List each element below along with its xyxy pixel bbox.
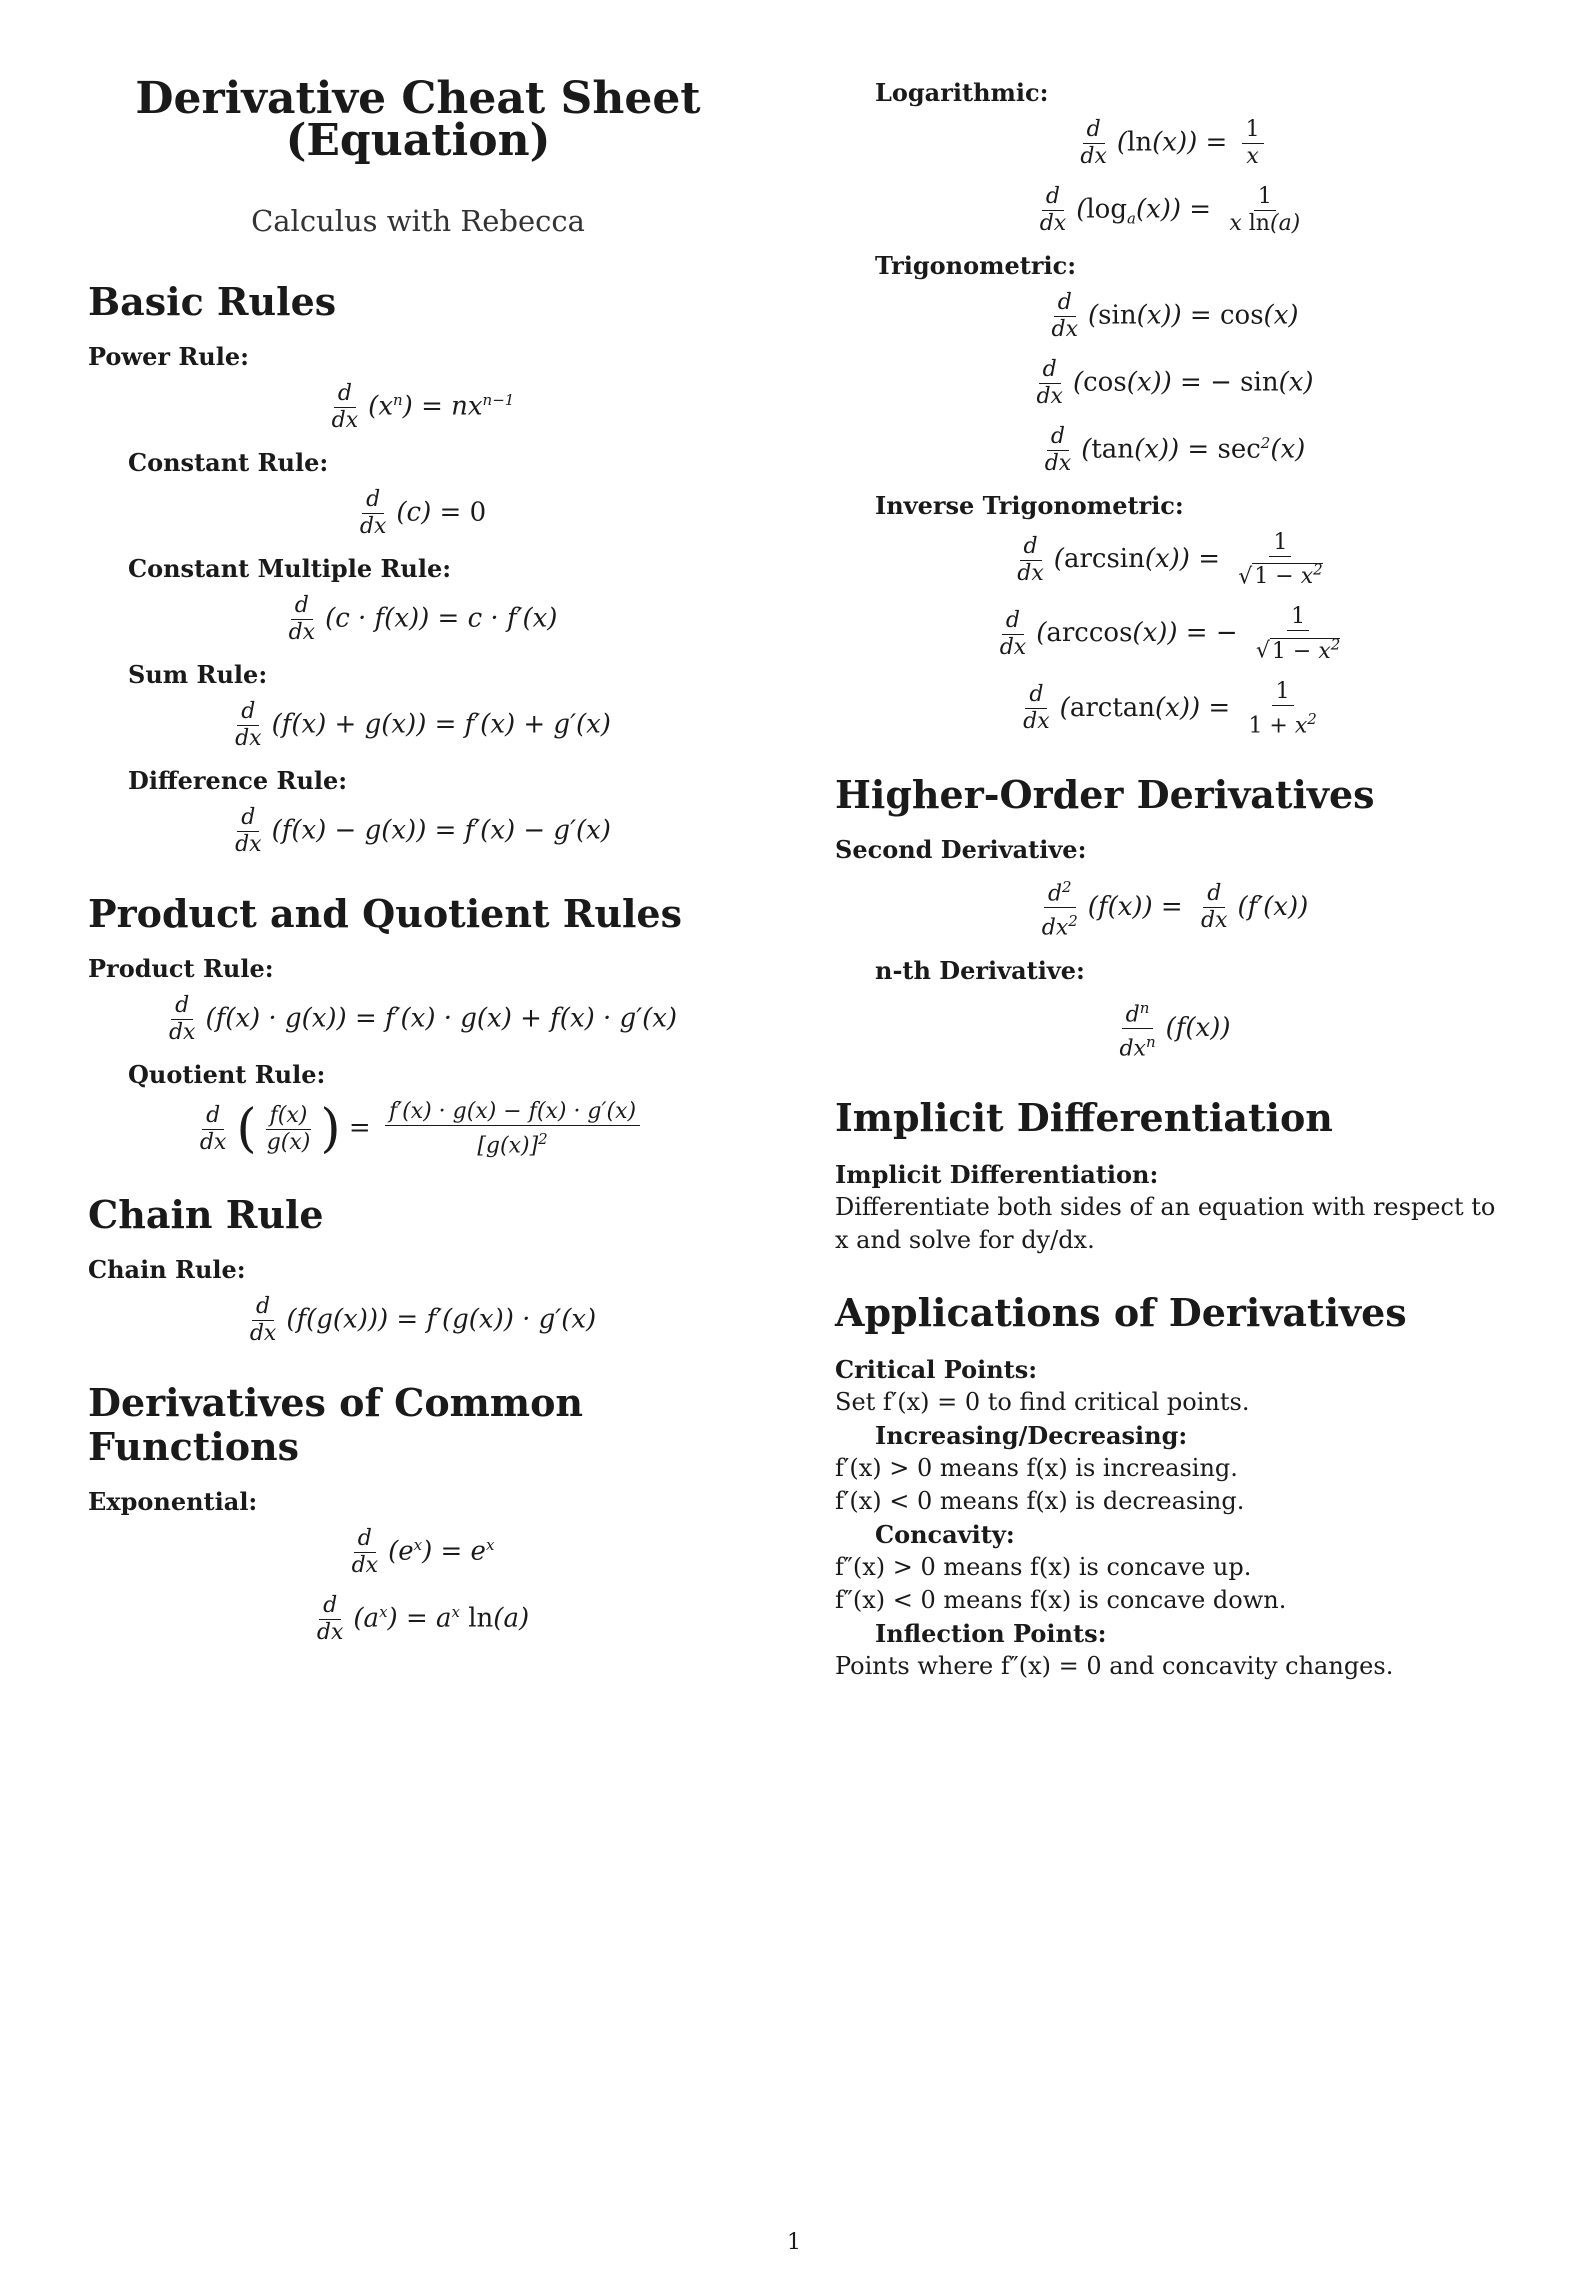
nth-derivative-equation: $\frac{d^n}{dx^n}$ (f(x)) bbox=[835, 995, 1505, 1063]
chain-rule-label: Chain Rule: bbox=[88, 1255, 246, 1285]
applications-block bbox=[835, 1353, 1505, 1683]
increasing-text: f′(x) > 0 means f(x) is increasing. bbox=[835, 1454, 1238, 1483]
section-heading-product-quotient: Product and Quotient Rules bbox=[88, 891, 682, 936]
tan-derivative-equation: $\frac{d}{dx}$ $(\tan(x)) = \sec^2(x)$ bbox=[1044, 424, 1306, 476]
critical-points-text: Set f′(x) = 0 to find critical points. bbox=[835, 1388, 1250, 1417]
implicit-text: Differentiate both sides of an equation with respect to x and solve for dy/dx. bbox=[835, 1193, 1496, 1255]
difference-rule-equation: $\frac{d}{dx}$ (f(x) − g(x)) = f′(x) − g′(x) bbox=[235, 805, 611, 857]
concavity-label: Concavity: bbox=[875, 1520, 1015, 1550]
second-derivative-equation: $\frac{d^2}{dx^2}$ (f(x)) = $\frac{d}{dx}$ (f′(x)) bbox=[835, 874, 1505, 942]
increasing-decreasing-label: Increasing/Decreasing: bbox=[875, 1421, 1188, 1451]
sin-derivative-equation: $\frac{d}{dx}$ (sin(x)) = cos(x) bbox=[1051, 290, 1299, 342]
product-rule-label: Product Rule: bbox=[88, 954, 274, 983]
quotient-rule-label: Quotient Rule: bbox=[128, 1060, 326, 1089]
chain-rule-equation: $\frac{d}{dx}$ (f(g(x))) = f′(g(x)) · g′(x) bbox=[249, 1294, 597, 1347]
section-heading-implicit: Implicit Differentiation bbox=[835, 1095, 1333, 1141]
constant-multiple-rule-label: Constant Multiple Rule: bbox=[128, 554, 452, 583]
section-heading-common-functions: Derivatives of Common Functions bbox=[88, 1380, 584, 1470]
power-rule-equation: $\frac{d}{dx}$ $(x^n) = nx^{n-1}$ bbox=[331, 381, 515, 433]
sum-rule-label: Sum Rule: bbox=[128, 660, 268, 689]
left-column bbox=[88, 60, 748, 1660]
section-heading-chain-rule: Chain Rule bbox=[88, 1192, 324, 1238]
constant-rule-equation: $\frac{d}{dx}$ (c) = 0 bbox=[359, 487, 487, 539]
title-block bbox=[88, 73, 748, 238]
page-number: 1 bbox=[787, 2230, 801, 2255]
cos-derivative-equation: $\frac{d}{dx}$ (cos(x)) = − sin(x) bbox=[1036, 357, 1314, 409]
exponential-label: Exponential: bbox=[88, 1487, 258, 1517]
ln-derivative-equation: $\frac{d}{dx}$ (ln(x)) = $\frac{1}{x}$ bbox=[835, 117, 1505, 170]
exponential-equation-e: $\frac{d}{dx}$ $(e^x) = e^x$ bbox=[351, 1526, 495, 1579]
document-author: Calculus with Rebecca bbox=[251, 204, 585, 238]
log-base-derivative-equation: $\frac{d}{dx}$ $(\log_a(x))$ = $\frac{1}{\text{x ln(a)}}$ bbox=[1039, 184, 1301, 236]
critical-points-label: Critical Points: bbox=[835, 1355, 1038, 1385]
section-heading-basic-rules: Basic Rules bbox=[88, 279, 337, 324]
nth-derivative-label: n-th Derivative: bbox=[875, 955, 1085, 985]
inflection-points-text: Points where f″(x) = 0 and concavity changes. bbox=[835, 1652, 1394, 1681]
logarithmic-label: Logarithmic: bbox=[875, 78, 1049, 107]
right-column bbox=[835, 60, 1505, 1683]
sum-rule-equation: $\frac{d}{dx}$ (f(x) + g(x)) = f′(x) + g′(x) bbox=[235, 699, 611, 751]
decreasing-text: f′(x) < 0 means f(x) is decreasing. bbox=[835, 1487, 1245, 1516]
arcsin-derivative-equation: $\frac{d}{dx}$ (arcsin(x)) = $\frac{1}{√1 - x^2}$ bbox=[1017, 530, 1323, 590]
exponential-equation-a: $\frac{d}{dx}$ $(a^x) = a^x$ ln(a) bbox=[316, 1593, 530, 1646]
implicit-block bbox=[835, 1158, 1505, 1257]
second-derivative-label: Second Derivative: bbox=[835, 834, 1087, 864]
concave-up-text: f″(x) > 0 means f(x) is concave up. bbox=[835, 1553, 1252, 1582]
constant-multiple-rule-equation: $\frac{d}{dx}$ (c · f(x)) = c · f′(x) bbox=[288, 593, 558, 645]
quotient-rule-equation: $\frac{d}{dx}$ ( $\frac{f(x)}{g(x)}$ ) = $\frac{f'(x) \cdot g(x) - f(x) \cdot g'(x)}{[g(x)]^2}$ bbox=[88, 1099, 748, 1159]
implicit-label: Implicit Differentiation: bbox=[835, 1160, 1159, 1190]
inverse-trigonometric-label: Inverse Trigonometric: bbox=[875, 491, 1184, 520]
power-rule-label: Power Rule: bbox=[88, 342, 249, 371]
arccos-derivative-equation: $\frac{d}{dx}$ (arccos(x)) = − $\frac{1}{√1 - x^2}$ bbox=[999, 604, 1341, 664]
document-title: Derivative Cheat Sheet (Equation) bbox=[135, 73, 701, 166]
trigonometric-label: Trigonometric: bbox=[875, 251, 1077, 280]
arctan-derivative-equation: $\frac{d}{dx}$ (arctan(x)) = $\frac{1}{1 + x^2}$ bbox=[1023, 678, 1317, 738]
constant-rule-label: Constant Rule: bbox=[128, 448, 329, 477]
difference-rule-label: Difference Rule: bbox=[128, 766, 348, 795]
product-rule-equation: $\frac{d}{dx}$ (f(x) · g(x)) = f′(x) · g(x) + f(x) · g′(x) bbox=[168, 993, 678, 1045]
section-heading-applications: Applications of Derivatives bbox=[835, 1290, 1407, 1336]
section-heading-higher-order: Higher-Order Derivatives bbox=[835, 771, 1375, 817]
concave-down-text: f″(x) < 0 means f(x) is concave down. bbox=[835, 1586, 1287, 1615]
inflection-points-label: Inflection Points: bbox=[875, 1619, 1107, 1649]
